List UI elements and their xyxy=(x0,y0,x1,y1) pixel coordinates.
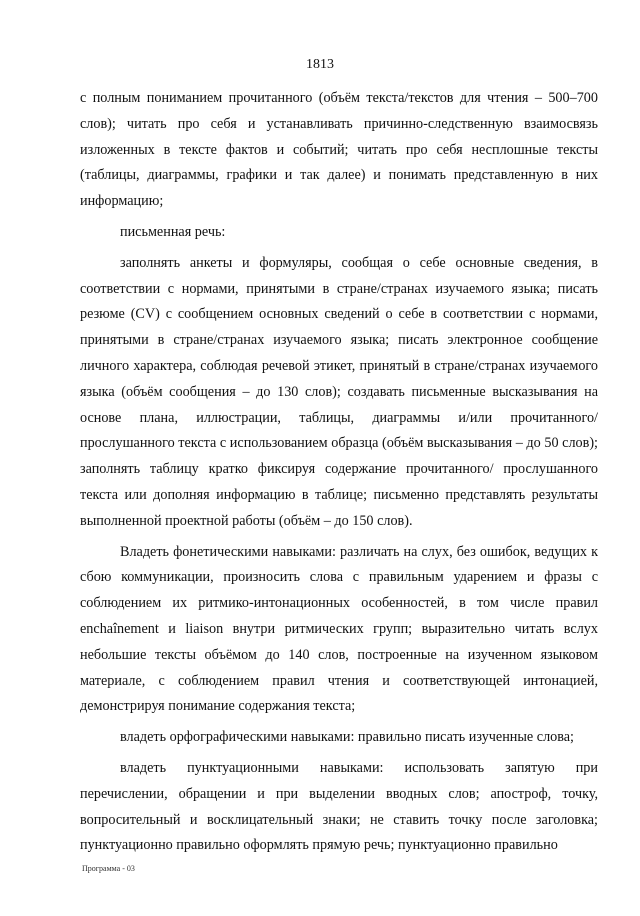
paragraph-reading-continuation: с полным пониманием прочитанного (объём текста/текстов для чтения – 500–700 слов); читать про себя и устанавливать причинно-следственную взаимосвязь изложенных в тексте фактов и событий; читать про себя несплошные тексты (таблицы, диаграммы, графики и так далее) и понимать представленную в них информацию; xyxy=(80,90,598,210)
paragraph-phonetic-skills: Владеть фонетическими навыками: различать на слух, без ошибок, ведущих к сбою коммуникации, произносить слова с правильным ударением и фразы с соблюдением их ритмико-интонационных особенностей, в том числе правил enchaînement и liaison внутри ритмических групп; выразительно читать вслух небольшие тексты объёмом до 140 слов, построенные на изученном языковом материале, с соблюдением правил чтения и соответствующей интонацией, демонстрируя понимание содержания текста; xyxy=(80,543,598,715)
paragraph-punctuation-skills: владеть пунктуационными навыками: использовать запятую при перечислении, обращении и при выделении вводных слов; апостроф, точку, вопросительный и восклицательный знаки; не ставить точку после заголовка; пунктуационно правильно оформлять прямую речь; пунктуационно правильно xyxy=(80,759,598,854)
page-footer: Программа - 03 xyxy=(82,864,135,873)
body-text xyxy=(80,86,598,859)
paragraph-orthographic-skills: владеть орфографическими навыками: правильно писать изученные слова; xyxy=(120,729,574,746)
paragraph-written-speech-heading: письменная речь: xyxy=(120,223,226,240)
paragraph-written-speech-skills: заполнять анкеты и формуляры, сообщая о себе основные сведения, в соответствии с нормами, принятыми в стране/странах изучаемого языка; писать резюме (CV) с сообщением основных сведений о себе в соответствии с нормами, принятыми в стране/странах изучаемого языка; писать электронное сообщение личного характера, соблюдая речевой этикет, принятый в стране/странах изучаемого языка (объём сообщения – до 130 слов); создавать письменные высказывания на основе плана, иллюстрации, таблицы, диаграммы и/или прочитанного/прослушанного текста с использованием образца (объём высказывания – до 50 слов); заполнять таблицу кратко фиксируя содержание прочитанного/ прослушанного текста или дополняя информацию в таблице; письменно представлять результаты выполненной проектной работы (объём – до 150 слов). xyxy=(80,254,598,529)
page-number: 1813 xyxy=(306,57,334,72)
